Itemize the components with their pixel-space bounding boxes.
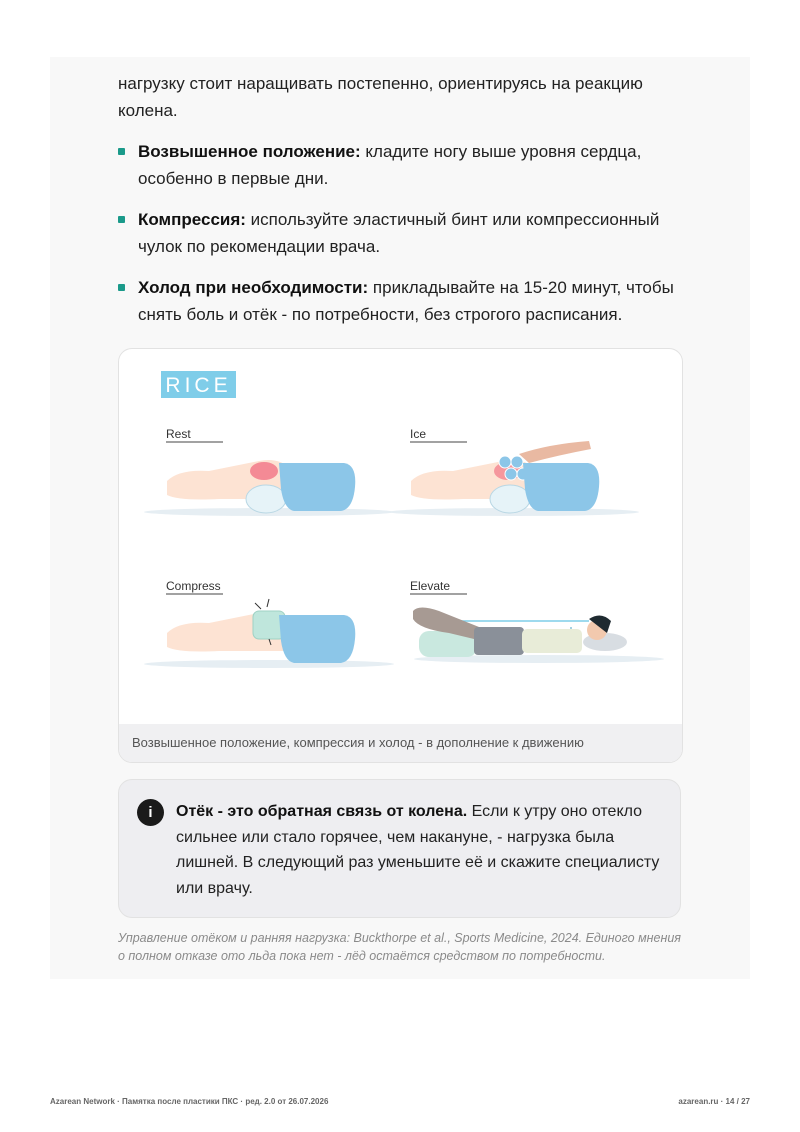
rice-figure [118, 348, 683, 763]
rice-illustration [119, 349, 682, 724]
recommendation-list [118, 138, 683, 328]
bullet-marker [118, 148, 125, 155]
panel-label-elevate: Elevate [410, 579, 451, 593]
info-callout [118, 779, 681, 918]
list-item-text: используйте эластичный бинт или компрессионный чулок по рекомендации врача. [138, 210, 660, 256]
footer-left: Azarean Network · Памятка после пластики ПКС · ред. 2.0 от 26.07.2026 [50, 1097, 329, 1106]
callout-text [176, 799, 666, 901]
ice-panel [389, 427, 639, 516]
panel-label-ice: Ice [410, 427, 427, 441]
main-content [118, 70, 683, 342]
footer-right: azarean.ru · 14 / 27 [678, 1097, 750, 1106]
bullet-marker [118, 216, 125, 223]
list-item [118, 274, 683, 328]
figure-caption: Возвышенное положение, компрессия и холод - в дополнение к движению [119, 724, 682, 762]
rest-panel [144, 427, 394, 516]
rice-badge-text: RICE [165, 374, 232, 397]
list-item-term: Холод при необходимости: [138, 278, 369, 297]
list-item [118, 138, 683, 192]
list-item-text: кладите ногу выше уровня сердца, особенно в первые дни. [138, 142, 642, 188]
list-item-term: Компрессия: [138, 210, 246, 229]
bullet-marker [118, 284, 125, 291]
compress-panel [144, 579, 394, 668]
list-item-term: Возвышенное положение: [138, 142, 361, 161]
source-note: Управление отёком и ранняя нагрузка: Buckthorpe et al., Sports Medicine, 2024. Единого мнения о полном отказе ото льда пока нет - лёд остаётся средством по потребности. [118, 931, 681, 963]
callout-bold: Отёк - это обратная связь от колена. [176, 803, 468, 820]
list-item-text: прикладывайте на 15-20 минут, чтобы снять боль и отёк - по потребности, без строгого расписания. [138, 278, 674, 324]
panel-label-compress: Compress [166, 579, 221, 593]
callout-body: Если к утру оно отекло сильнее или стало горячее, чем накануне, - нагрузка была лишней. В следующий раз уменьшите её и скажите специалисту или врачу. [176, 803, 660, 897]
list-item [118, 206, 683, 260]
intro-paragraph: нагрузку стоит наращивать постепенно, ориентируясь на реакцию колена. [118, 74, 643, 120]
info-icon: i [137, 799, 164, 826]
panel-label-rest: Rest [166, 427, 191, 441]
elevate-panel [410, 579, 664, 663]
